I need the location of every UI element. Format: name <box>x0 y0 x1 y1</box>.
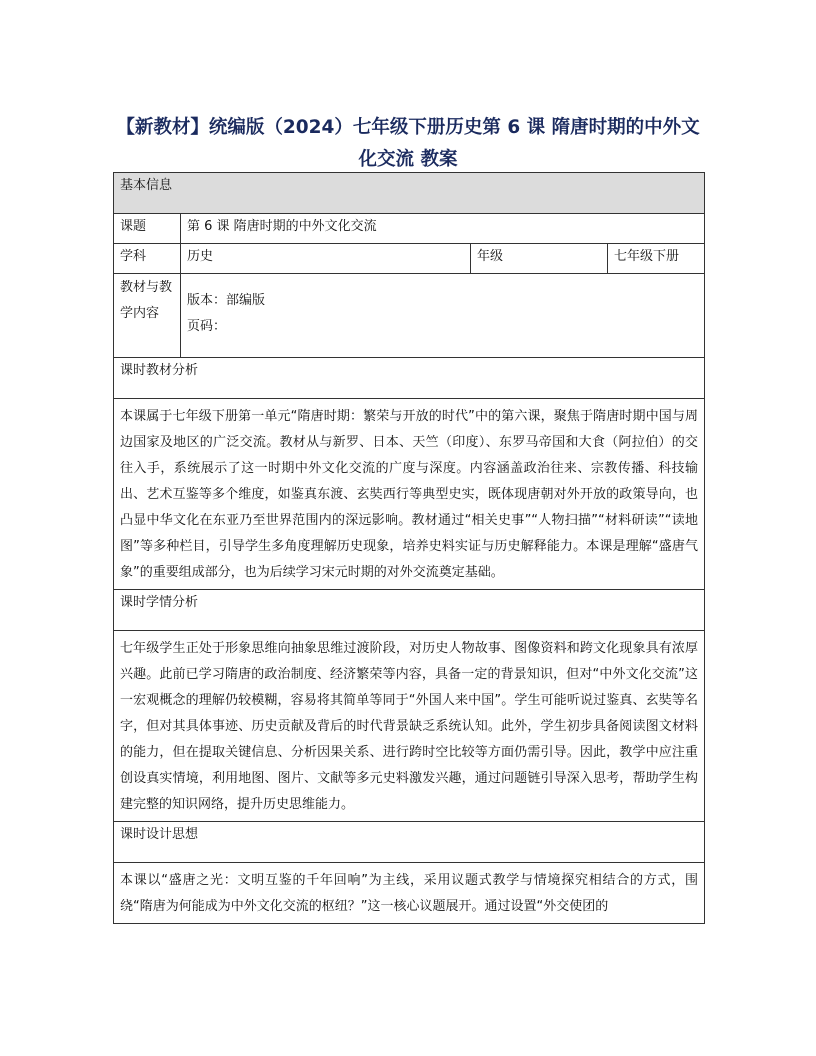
students-text: 七年级学生正处于形象思维向抽象思维过渡阶段，对历史人物故事、图像资料和跨文化现象具有浓厚兴趣。此前已学习隋唐的政治制度、经济繁荣等内容，具备一定的背景知识，但对“中外文化交流”这一宏观概念的理解仍较模糊，容易将其简单等同于“外国人来中国”。学生可能听说过鉴真、玄奘等名字，但对其具体事迹、历史贡献及背后的时代背景缺乏系统认知。此外，学生初步具备阅读图文材料的能力，但在提取关键信息、分析因果关系、进行跨时空比较等方面仍需引导。因此，教学中应注重创设真实情境，利用地图、图片、文献等多元史料激发兴趣，通过问题链引导深入思考，帮助学生构建完整的知识网络，提升历史思维能力。 <box>114 631 705 822</box>
design-header: 课时设计思想 <box>114 822 705 863</box>
students-header: 课时学情分析 <box>114 590 705 631</box>
students-text-row <box>114 631 705 822</box>
lesson-value: 第 6 课 隋唐时期的中外文化交流 <box>181 214 705 244</box>
analysis-text-row <box>114 399 705 590</box>
design-header-row <box>114 822 705 863</box>
grade-label: 年级 <box>471 244 608 274</box>
analysis-header-row <box>114 358 705 399</box>
material-label: 教材与教学内容 <box>114 274 181 358</box>
design-text: 本课以“盛唐之光：文明互鉴的千年回响”为主线，采用议题式教学与情境探究相结合的方式，围绕“隋唐为何能成为中外文化交流的枢纽？”这一核心议题展开。通过设置“外交使团的 <box>114 863 705 924</box>
lesson-plan-table <box>113 172 705 924</box>
material-version: 版本：部编版 <box>187 293 266 308</box>
lesson-label: 课题 <box>114 214 181 244</box>
analysis-text: 本课属于七年级下册第一单元“隋唐时期：繁荣与开放的时代”中的第六课，聚焦于隋唐时期中国与周边国家及地区的广泛交流。教材从与新罗、日本、天竺（印度）、东罗马帝国和大食（阿拉伯）的交往入手，系统展示了这一时期中外文化交流的广度与深度。内容涵盖政治往来、宗教传播、科技输出、艺术互鉴等多个维度，如鉴真东渡、玄奘西行等典型史实，既体现唐朝对外开放的政策导向，也凸显中华文化在东亚乃至世界范围内的深远影响。教材通过“相关史事”“人物扫描”“材料研读”“读地图”等多种栏目，引导学生多角度理解历史现象，培养史料实证与历史解释能力。本课是理解“盛唐气象”的重要组成部分，也为后续学习宋元时期的对外交流奠定基础。 <box>114 399 705 590</box>
lesson-row <box>114 214 705 244</box>
analysis-header: 课时教材分析 <box>114 358 705 399</box>
material-row <box>114 274 705 358</box>
subject-value: 历史 <box>181 244 471 274</box>
subject-row <box>114 244 705 274</box>
basic-info-header: 基本信息 <box>114 173 705 214</box>
basic-info-row <box>114 173 705 214</box>
design-text-row <box>114 863 705 924</box>
material-pages: 页码： <box>187 319 227 334</box>
document-title: 【新教材】统编版（2024）七年级下册历史第 6 课 隋唐时期的中外文化交流 教案 <box>116 117 700 170</box>
grade-value: 七年级下册 <box>608 244 705 274</box>
subject-label: 学科 <box>114 244 181 274</box>
material-value <box>181 274 705 358</box>
students-header-row <box>114 590 705 631</box>
